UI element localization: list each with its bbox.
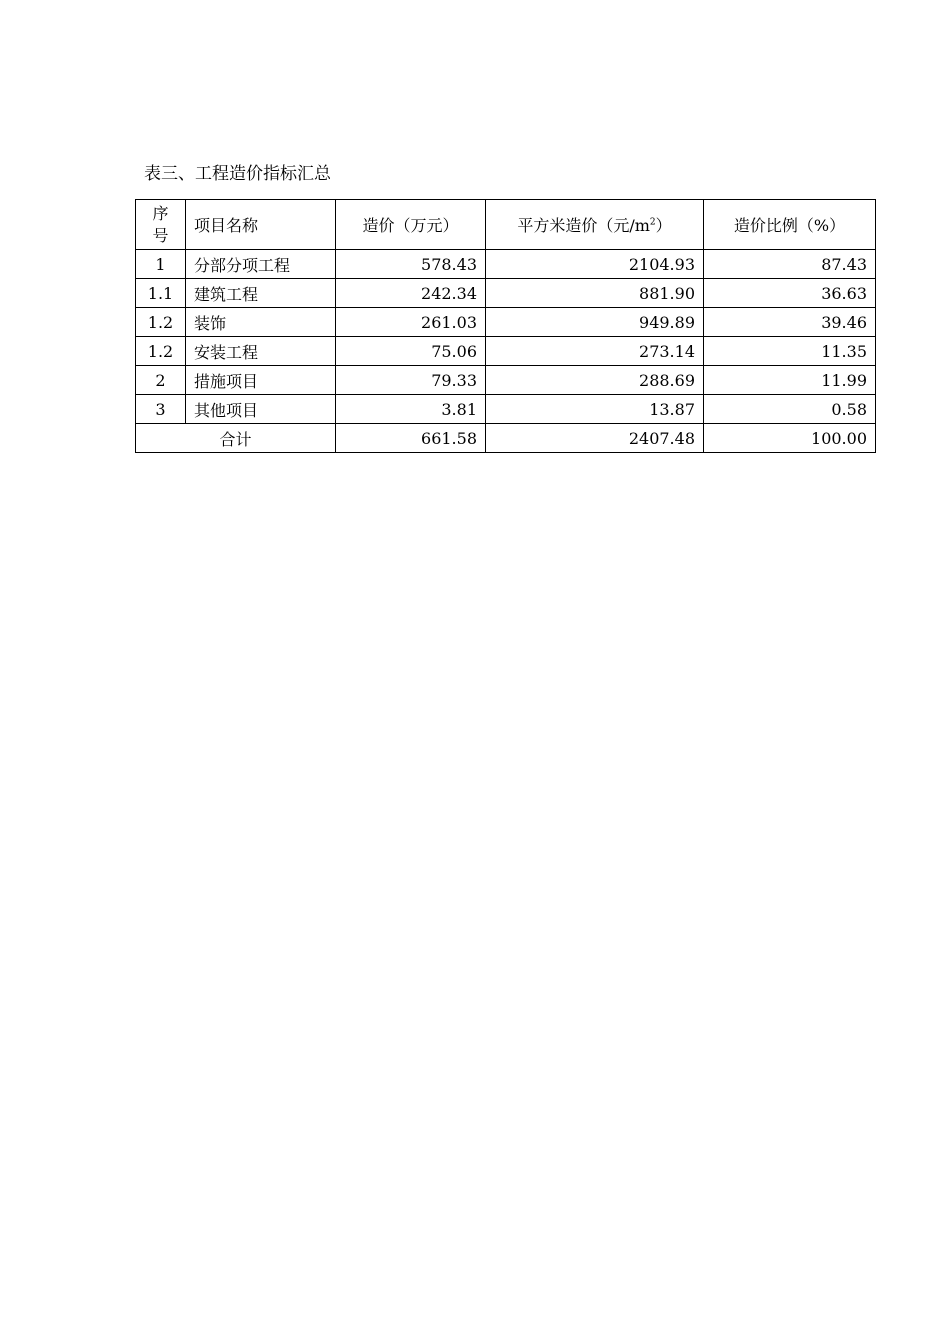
row-name: 装饰 bbox=[186, 308, 336, 337]
header-index bbox=[136, 200, 186, 250]
table-row bbox=[136, 250, 876, 279]
table-body bbox=[136, 250, 876, 453]
header-unit-cost-prefix: 平方米造价（元/m bbox=[517, 216, 650, 235]
row-index: 1.1 bbox=[136, 279, 186, 308]
row-ratio: 11.35 bbox=[704, 337, 876, 366]
total-label: 合计 bbox=[136, 424, 336, 453]
table-row bbox=[136, 279, 876, 308]
row-cost: 79.33 bbox=[336, 366, 486, 395]
row-unit-cost: 949.89 bbox=[486, 308, 704, 337]
row-name: 措施项目 bbox=[186, 366, 336, 395]
header-unit-cost bbox=[486, 200, 704, 250]
table-row bbox=[136, 337, 876, 366]
row-cost: 242.34 bbox=[336, 279, 486, 308]
row-index: 1.2 bbox=[136, 337, 186, 366]
row-name: 分部分项工程 bbox=[186, 250, 336, 279]
header-index-line2: 号 bbox=[152, 225, 169, 245]
row-ratio: 11.99 bbox=[704, 366, 876, 395]
row-cost: 75.06 bbox=[336, 337, 486, 366]
row-index: 3 bbox=[136, 395, 186, 424]
row-ratio: 39.46 bbox=[704, 308, 876, 337]
row-cost: 3.81 bbox=[336, 395, 486, 424]
table-row bbox=[136, 395, 876, 424]
total-ratio: 100.00 bbox=[704, 424, 876, 453]
header-ratio: 造价比例（%） bbox=[704, 200, 876, 250]
row-unit-cost: 2104.93 bbox=[486, 250, 704, 279]
row-unit-cost: 881.90 bbox=[486, 279, 704, 308]
row-index: 1.2 bbox=[136, 308, 186, 337]
header-unit-cost-suffix: ） bbox=[655, 216, 672, 235]
row-cost: 261.03 bbox=[336, 308, 486, 337]
row-index: 2 bbox=[136, 366, 186, 395]
header-unit-cost-sup: 2 bbox=[649, 217, 656, 228]
row-name: 建筑工程 bbox=[186, 279, 336, 308]
total-cost: 661.58 bbox=[336, 424, 486, 453]
table-row bbox=[136, 308, 876, 337]
row-name: 其他项目 bbox=[186, 395, 336, 424]
row-unit-cost: 273.14 bbox=[486, 337, 704, 366]
total-unit-cost: 2407.48 bbox=[486, 424, 704, 453]
row-ratio: 0.58 bbox=[704, 395, 876, 424]
row-ratio: 87.43 bbox=[704, 250, 876, 279]
total-row bbox=[136, 424, 876, 453]
row-cost: 578.43 bbox=[336, 250, 486, 279]
table-caption: 表三、工程造价指标汇总 bbox=[144, 164, 331, 184]
header-cost: 造价（万元） bbox=[336, 200, 486, 250]
row-unit-cost: 13.87 bbox=[486, 395, 704, 424]
row-ratio: 36.63 bbox=[704, 279, 876, 308]
table-row bbox=[136, 366, 876, 395]
header-index-line1: 序 bbox=[152, 203, 169, 223]
row-index: 1 bbox=[136, 250, 186, 279]
row-name: 安装工程 bbox=[186, 337, 336, 366]
row-unit-cost: 288.69 bbox=[486, 366, 704, 395]
table-header bbox=[136, 200, 876, 250]
header-name: 项目名称 bbox=[186, 200, 336, 250]
cost-index-table bbox=[135, 199, 876, 453]
header-row bbox=[136, 200, 876, 250]
